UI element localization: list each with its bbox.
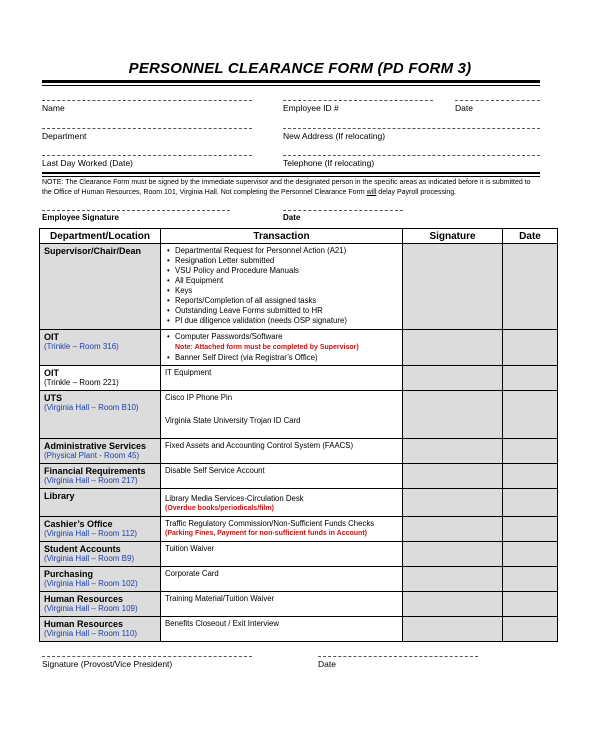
dept-cell xyxy=(40,330,161,366)
table-row xyxy=(40,542,558,567)
list-item: • Outstanding Leave Forms submitted to HR xyxy=(175,306,398,316)
form-title: PERSONNEL CLEARANCE FORM (PD FORM 3) xyxy=(128,60,472,77)
signature-cell[interactable] xyxy=(403,567,503,592)
transaction-cell xyxy=(161,244,403,330)
signature-cell[interactable] xyxy=(403,391,503,439)
dept-name: OIT xyxy=(44,332,59,342)
dept-name: OIT xyxy=(44,368,59,378)
telephone-line[interactable] xyxy=(283,155,540,156)
table-row xyxy=(40,567,558,592)
list-item xyxy=(175,332,398,353)
dept-cell xyxy=(40,542,161,567)
date-cell[interactable] xyxy=(503,439,558,464)
clearance-note xyxy=(42,178,542,197)
dept-location: (Virginia Hall – Room 110) xyxy=(44,629,138,638)
provost-signature-label: Signature (Provost/Vice President) xyxy=(42,659,173,669)
date-cell[interactable] xyxy=(503,464,558,489)
header-date: Date xyxy=(503,229,558,244)
dept-cell xyxy=(40,567,161,592)
note-rule-thin xyxy=(42,176,540,177)
new-address-line[interactable] xyxy=(283,128,540,129)
employee-signature-label: Employee Signature xyxy=(42,213,119,222)
department-line[interactable] xyxy=(42,128,252,129)
table-row xyxy=(40,439,558,464)
table-row xyxy=(40,464,558,489)
table-row xyxy=(40,517,558,542)
signature-cell[interactable] xyxy=(403,366,503,391)
dept-cell xyxy=(40,244,161,330)
signature-cell[interactable] xyxy=(403,542,503,567)
list-item: • PI due diligence validation (needs OSP signature) xyxy=(175,316,398,326)
transaction-text-2: Virginia State University Trojan ID Card xyxy=(165,416,301,425)
title-rule-thick xyxy=(42,80,540,83)
signature-cell[interactable] xyxy=(403,489,503,517)
transaction-cell xyxy=(161,330,403,366)
list-item: • Departmental Request for Personnel Action (A21) xyxy=(175,246,398,256)
date-cell[interactable] xyxy=(503,542,558,567)
date-cell[interactable] xyxy=(503,592,558,617)
signature-cell[interactable] xyxy=(403,439,503,464)
telephone-label: Telephone (If relocating) xyxy=(283,158,375,168)
dept-name: Student Accounts xyxy=(44,544,121,554)
transaction-text: Cisco IP Phone Pin xyxy=(165,393,233,402)
employee-signature-line[interactable] xyxy=(42,210,230,211)
date-cell[interactable] xyxy=(503,489,558,517)
date-line[interactable] xyxy=(455,100,540,101)
transaction-cell xyxy=(161,542,403,567)
date-cell[interactable] xyxy=(503,366,558,391)
date-cell[interactable] xyxy=(503,567,558,592)
dept-location: (Virginia Hall – Room 102) xyxy=(44,579,138,588)
dept-name: UTS xyxy=(44,393,62,403)
date-cell[interactable] xyxy=(503,391,558,439)
table-row xyxy=(40,330,558,366)
transaction-list xyxy=(165,246,398,326)
transaction-text: Benefits Closeout / Exit Interview xyxy=(165,619,279,628)
transaction-text: Training Material/Tuition Waiver xyxy=(165,594,275,603)
transaction-text: Fixed Assets and Accounting Control System (FAACS) xyxy=(165,441,354,450)
dept-cell xyxy=(40,592,161,617)
note-text-2: delay Payroll processing. xyxy=(376,188,457,196)
transaction-text: IT Equipment xyxy=(165,368,212,377)
dept-name: Supervisor/Chair/Dean xyxy=(44,246,142,256)
table-row xyxy=(40,592,558,617)
signature-cell[interactable] xyxy=(403,464,503,489)
date-cell[interactable] xyxy=(503,517,558,542)
list-item: • All Equipment xyxy=(175,276,398,286)
header-signature: Signature xyxy=(403,229,503,244)
red-note: (Overdue books/periodicals/film) xyxy=(165,505,274,512)
dept-name: Human Resources xyxy=(44,594,124,604)
dept-cell xyxy=(40,366,161,391)
provost-date-line[interactable] xyxy=(318,656,478,657)
transaction-cell xyxy=(161,567,403,592)
employee-date-label: Date xyxy=(283,213,301,222)
last-day-label: Last Day Worked (Date) xyxy=(42,158,134,168)
date-cell[interactable] xyxy=(503,330,558,366)
transaction-text: Traffic Regulatory Commission/Non-Sufficient Funds Checks xyxy=(165,519,375,528)
dept-name: Purchasing xyxy=(44,569,94,579)
dept-location: (Virginia Hall – Room B9) xyxy=(44,554,135,563)
list-item: • Keys xyxy=(175,286,398,296)
note-will: will xyxy=(366,188,377,196)
department-label: Department xyxy=(42,131,87,141)
transaction-cell xyxy=(161,366,403,391)
red-note: Note: Attached form must be completed by Supervisor) xyxy=(175,344,359,351)
dept-name: Library xyxy=(44,491,75,501)
dept-location: (Virginia Hall – Room B10) xyxy=(44,403,139,412)
title-rule-thin xyxy=(42,85,540,86)
table-row xyxy=(40,617,558,642)
dept-location: (Virginia Hall – Room 112) xyxy=(44,529,138,538)
list-item-text: Computer Passwords/Software xyxy=(175,332,283,341)
dept-location: (Physical Plant - Room 45) xyxy=(44,451,140,460)
transaction-text: Corporate Card xyxy=(165,569,219,578)
note-rule-thick xyxy=(42,172,540,174)
transaction-cell xyxy=(161,489,403,517)
date-label: Date xyxy=(455,103,473,113)
date-cell[interactable] xyxy=(503,617,558,642)
transaction-cell xyxy=(161,517,403,542)
date-cell[interactable] xyxy=(503,244,558,330)
signature-cell[interactable] xyxy=(403,617,503,642)
new-address-label: New Address (If relocating) xyxy=(283,131,386,141)
dept-name: Administrative Services xyxy=(44,441,147,451)
provost-signature-line[interactable] xyxy=(42,656,252,657)
dept-location: (Trinkle – Room 316) xyxy=(44,342,119,351)
dept-name: Cashier’s Office xyxy=(44,519,113,529)
note-text-1: NOTE: The Clearance Form must be signed by the immediate supervisor and the designated person in the specific areas as indicated before it is submitted to the Office of Human Resources, Room 101, Virginia Hall. Not completing the Personnel Clearance Form xyxy=(42,179,531,196)
transaction-cell xyxy=(161,439,403,464)
dept-cell xyxy=(40,439,161,464)
transaction-text: Disable Self Service Account xyxy=(165,466,265,475)
dept-cell xyxy=(40,489,161,517)
red-note: (Parking Fines, Payment for non-sufficient funds in Account) xyxy=(165,530,367,537)
table-row xyxy=(40,391,558,439)
dept-cell xyxy=(40,391,161,439)
table-row xyxy=(40,244,558,330)
dept-name: Human Resources xyxy=(44,619,124,629)
table-row xyxy=(40,366,558,391)
table-header-row xyxy=(40,229,558,244)
transaction-text: Library Media Services-Circulation Desk xyxy=(165,494,304,503)
table-row xyxy=(40,489,558,517)
list-item: • Banner Self Direct (via Registrar’s Office) xyxy=(175,353,398,363)
dept-cell xyxy=(40,517,161,542)
header-transaction: Transaction xyxy=(161,229,403,244)
transaction-cell xyxy=(161,617,403,642)
transaction-cell xyxy=(161,592,403,617)
transaction-cell xyxy=(161,464,403,489)
list-item: • Resignation Letter submitted xyxy=(175,256,398,266)
dept-name: Financial Requirements xyxy=(44,466,146,476)
employee-date-line[interactable] xyxy=(283,210,403,211)
dept-location: (Trinkle – Room 221) xyxy=(44,378,119,387)
signature-cell[interactable] xyxy=(403,330,503,366)
dept-cell xyxy=(40,617,161,642)
clearance-table xyxy=(39,228,558,642)
employee-id-label: Employee ID # xyxy=(283,103,339,113)
transaction-list xyxy=(165,332,398,363)
employee-id-line[interactable] xyxy=(283,100,433,101)
name-line[interactable] xyxy=(42,100,252,101)
list-item: • Reports/Completion of all assigned tasks xyxy=(175,296,398,306)
header-department: Department/Location xyxy=(40,229,161,244)
dept-location: (Virginia Hall – Room 217) xyxy=(44,476,138,485)
name-label: Name xyxy=(42,103,65,113)
list-item: • VSU Policy and Procedure Manuals xyxy=(175,266,398,276)
transaction-text: Tuition Waiver xyxy=(165,544,215,553)
dept-location: (Virginia Hall – Room 109) xyxy=(44,604,138,613)
provost-date-label: Date xyxy=(318,659,336,669)
transaction-cell xyxy=(161,391,403,439)
signature-cell[interactable] xyxy=(403,592,503,617)
last-day-line[interactable] xyxy=(42,155,252,156)
dept-cell xyxy=(40,464,161,489)
signature-cell[interactable] xyxy=(403,517,503,542)
signature-cell[interactable] xyxy=(403,244,503,330)
